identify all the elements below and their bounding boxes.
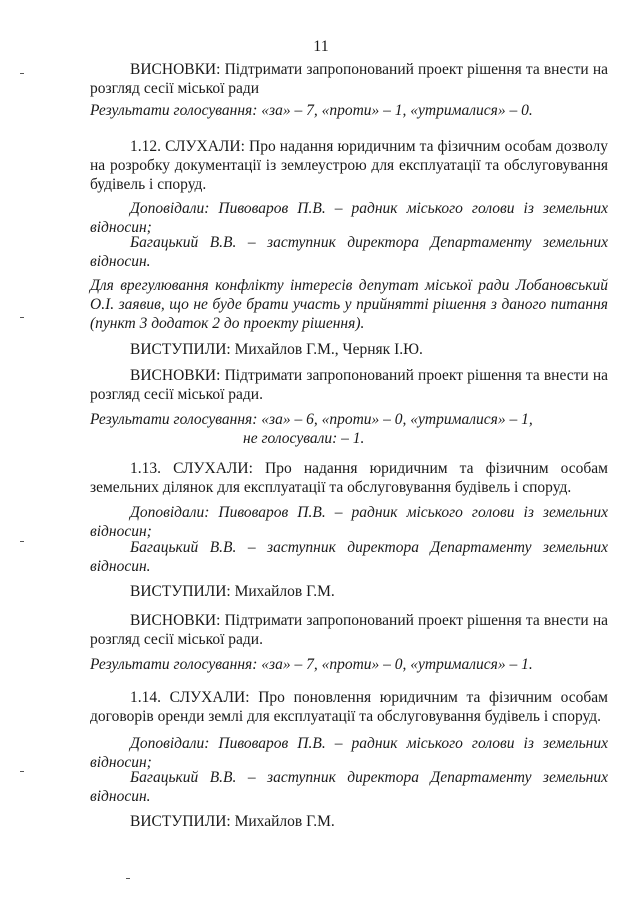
vote-result [90,410,608,448]
scan-mark [126,878,130,879]
scan-mark [20,317,24,318]
speaker-line: Доповідали: Пивоваров П.В. – радник міського голови із земельних відносин; [90,504,608,540]
scan-mark [20,73,24,74]
conflict-note: Для врегулювання конфлікту інтересів депутат міської ради Лобановський О.І. заявив, що не буде брати участь у прийнятті рішення з даного питання (пункт 3 додаток 2 до проекту рішення). [90,277,608,332]
heard-item-1-14: 1.14. СЛУХАЛИ: Про поновлення юридичним та фізичним особам договорів оренди землі для експлуатації та обслуговування будівель і споруд. [90,689,608,725]
speaker-line: Багацький В.В. – заступник директора Департаменту земельних відносин. [90,769,608,805]
vote-result: Результати голосування: «за» – 7, «проти» – 0, «утрималися» – 1. [90,656,533,673]
spoke-paragraph: ВИСТУПИЛИ: Михайлов Г.М. [130,813,335,830]
spoke-paragraph: ВИСТУПИЛИ: Михайлов Г.М. [130,583,335,600]
conclusion-paragraph: ВИСНОВКИ: Підтримати запропонований проект рішення та внести на розгляд сесії міської ради. [90,367,608,403]
scan-mark [20,771,24,772]
conclusion-paragraph: ВИСНОВКИ: Підтримати запропонований проект рішення та внести на розгляд сесії міської ради. [90,612,608,648]
speaker-line: Доповідали: Пивоваров П.В. – радник міського голови із земельних відносин; [90,200,608,236]
speaker-line: Багацький В.В. – заступник директора Департаменту земельних відносин. [90,539,608,575]
conclusion-paragraph: ВИСНОВКИ: Підтримати запропонований проект рішення та внести на розгляд сесії міської ради [90,61,608,97]
heard-item-1-12: 1.12. СЛУХАЛИ: Про надання юридичним та фізичним особам дозволу на розробку документації із землеустрою для експлуатації та обслуговування будівель і споруд. [90,138,608,193]
vote-result: Результати голосування: «за» – 7, «проти» – 1, «утрималися» – 0. [90,102,533,119]
heard-item-1-13: 1.13. СЛУХАЛИ: Про надання юридичним та фізичним особам земельних ділянок для експлуатації та обслуговування будівель і споруд. [90,460,608,496]
scan-mark [20,541,24,542]
speaker-line: Доповідали: Пивоваров П.В. – радник міського голови із земельних відносин; [90,735,608,771]
vote-result-line: не голосували: – 1. [243,430,365,447]
speaker-line: Багацький В.В. – заступник директора Департаменту земельних відносин. [90,234,608,270]
page-number: 11 [313,38,329,55]
spoke-paragraph: ВИСТУПИЛИ: Михайлов Г.М., Черняк І.Ю. [130,341,423,358]
vote-result-line: Результати голосування: «за» – 6, «проти» – 0, «утрималися» – 1, [90,411,533,428]
